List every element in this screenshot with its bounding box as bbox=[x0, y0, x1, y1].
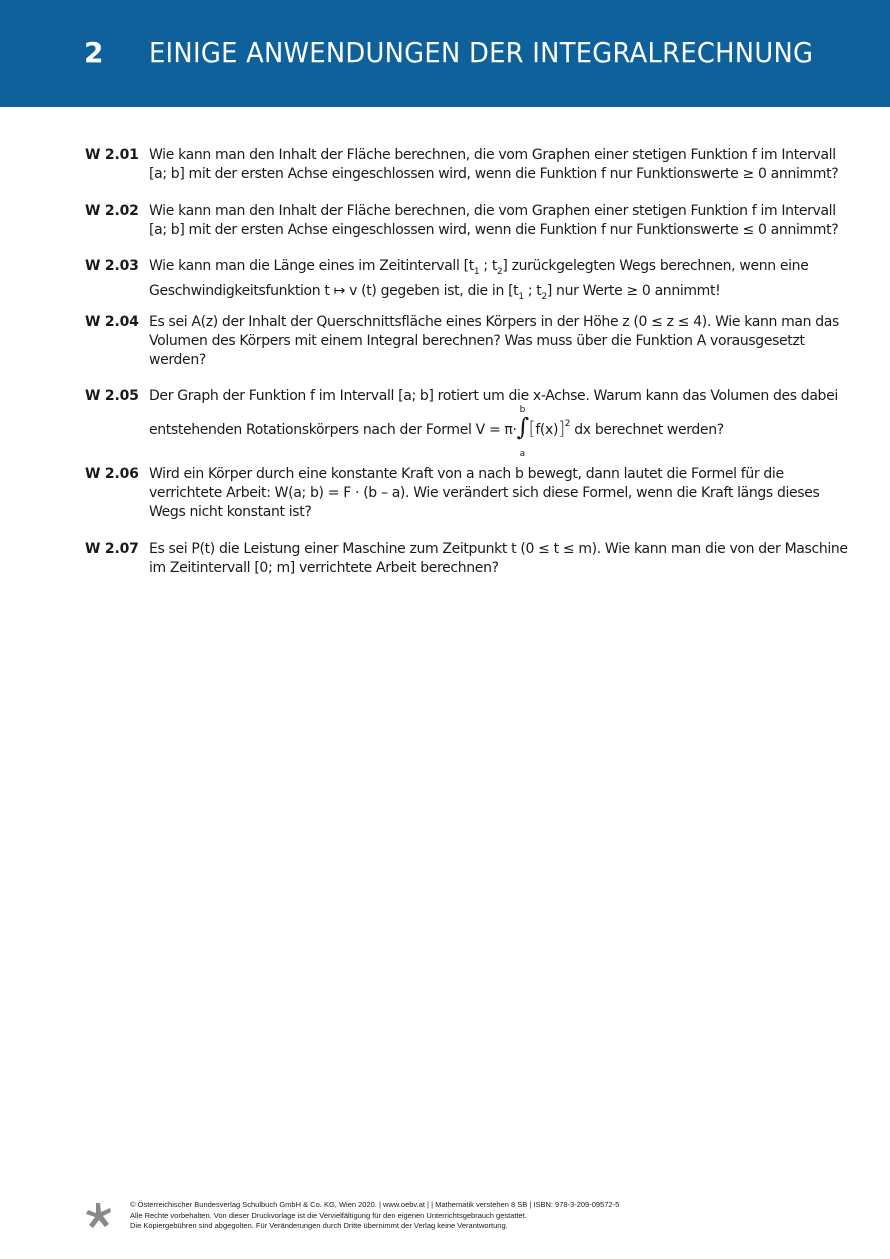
footer-copyright bbox=[130, 1200, 619, 1232]
task-line: Wird ein Körper durch eine konstante Kraft von a nach b bewegt, dann lautet die Formel für die bbox=[149, 466, 784, 482]
task-line: Der Graph der Funktion f im Intervall [a; b] rotiert um die x-Achse. Warum kann das Volumen des dabei bbox=[149, 388, 838, 404]
task-line: Wie kann man die Länge eines im Zeitintervall [$t_1$ ; $t_2$] zurückgelegten Wegs berechnen, wenn eine bbox=[149, 258, 809, 277]
task-line: Es sei A(z) der Inhalt der Querschnittsfläche eines Körpers in der Höhe z (0 ≤ z ≤ 4). Wie kann man das bbox=[149, 314, 839, 330]
task-line: Es sei P(t) die Leistung einer Maschine zum Zeitpunkt t (0 ≤ t ≤ m). Wie kann man die von der Maschine bbox=[149, 541, 848, 557]
task-id: W 2.01 bbox=[85, 147, 139, 163]
task-line: Geschwindigkeitsfunktion t ↦ v (t) gegeben ist, die in [$t_1$ ; $t_2$] nur Werte ≥ 0 annimmt! bbox=[149, 282, 721, 302]
task-text bbox=[149, 540, 848, 578]
task-line: entstehenden Rotationskörpers nach der Formel V = π· b ∫ a $[f(x)]^2$ dx berechnet werden? bbox=[149, 405, 724, 459]
task-id: W 2.04 bbox=[85, 314, 139, 330]
task-id: W 2.05 bbox=[85, 388, 139, 404]
footer-line: Die Kopiergebühren sind abgegolten. Für Veränderungen durch Dritte übernimmt der Verlag keine Verantwortung. bbox=[130, 1221, 508, 1230]
task-text bbox=[149, 387, 838, 459]
chapter-number: 2 bbox=[84, 36, 104, 69]
task-line: Wie kann man den Inhalt der Fläche berechnen, die vom Graphen einer stetigen Funktion f im Intervall bbox=[149, 147, 836, 163]
task-id: W 2.07 bbox=[85, 541, 139, 557]
task-line: werden? bbox=[149, 352, 206, 368]
task-id: W 2.02 bbox=[85, 203, 139, 219]
footer-line: © Österreichischer Bundesverlag Schulbuch GmbH & Co. KG, Wien 2020. | www.oebv.at | | Mathematik verstehen 8 SB | ISBN: 978-3-209-09572-5 bbox=[130, 1200, 620, 1209]
task-id: W 2.06 bbox=[85, 466, 139, 482]
task-text bbox=[149, 202, 839, 240]
task-text bbox=[149, 257, 809, 307]
task-line: Volumen des Körpers mit einem Integral berechnen? Was muss über die Funktion A vorausgesetzt bbox=[149, 333, 805, 349]
task-line: verrichtete Arbeit: W(a; b) = F · (b – a). Wie verändert sich diese Formel, wenn die Kraft längs dieses bbox=[149, 485, 820, 501]
chapter-header bbox=[0, 0, 890, 107]
task-line: Wie kann man den Inhalt der Fläche berechnen, die vom Graphen einer stetigen Funktion f im Intervall bbox=[149, 203, 836, 219]
task-line: [a; b] mit der ersten Achse eingeschlossen wird, wenn die Funktion f nur Funktionswerte ≥ 0 annimmt? bbox=[149, 166, 839, 182]
task-text bbox=[149, 146, 839, 184]
task-text bbox=[149, 313, 839, 370]
task-line: im Zeitintervall [0; m] verrichtete Arbeit berechnen? bbox=[149, 560, 499, 576]
page-footer bbox=[0, 1198, 890, 1238]
oebv-star-logo-icon bbox=[84, 1202, 112, 1230]
task-line: Wegs nicht konstant ist? bbox=[149, 504, 312, 520]
task-text bbox=[149, 465, 820, 522]
integral-formula: b ∫ a bbox=[516, 405, 529, 459]
footer-line: Alle Rechte vorbehalten. Von dieser Druckvorlage ist die Vervielfältigung für den eigenen Unterrichtsgebrauch gestattet. bbox=[130, 1210, 527, 1220]
task-line: [a; b] mit der ersten Achse eingeschlossen wird, wenn die Funktion f nur Funktionswerte ≤ 0 annimmt? bbox=[149, 222, 839, 238]
task-id: W 2.03 bbox=[85, 258, 139, 274]
chapter-title: EINIGE ANWENDUNGEN DER INTEGRALRECHNUNG bbox=[149, 36, 814, 69]
